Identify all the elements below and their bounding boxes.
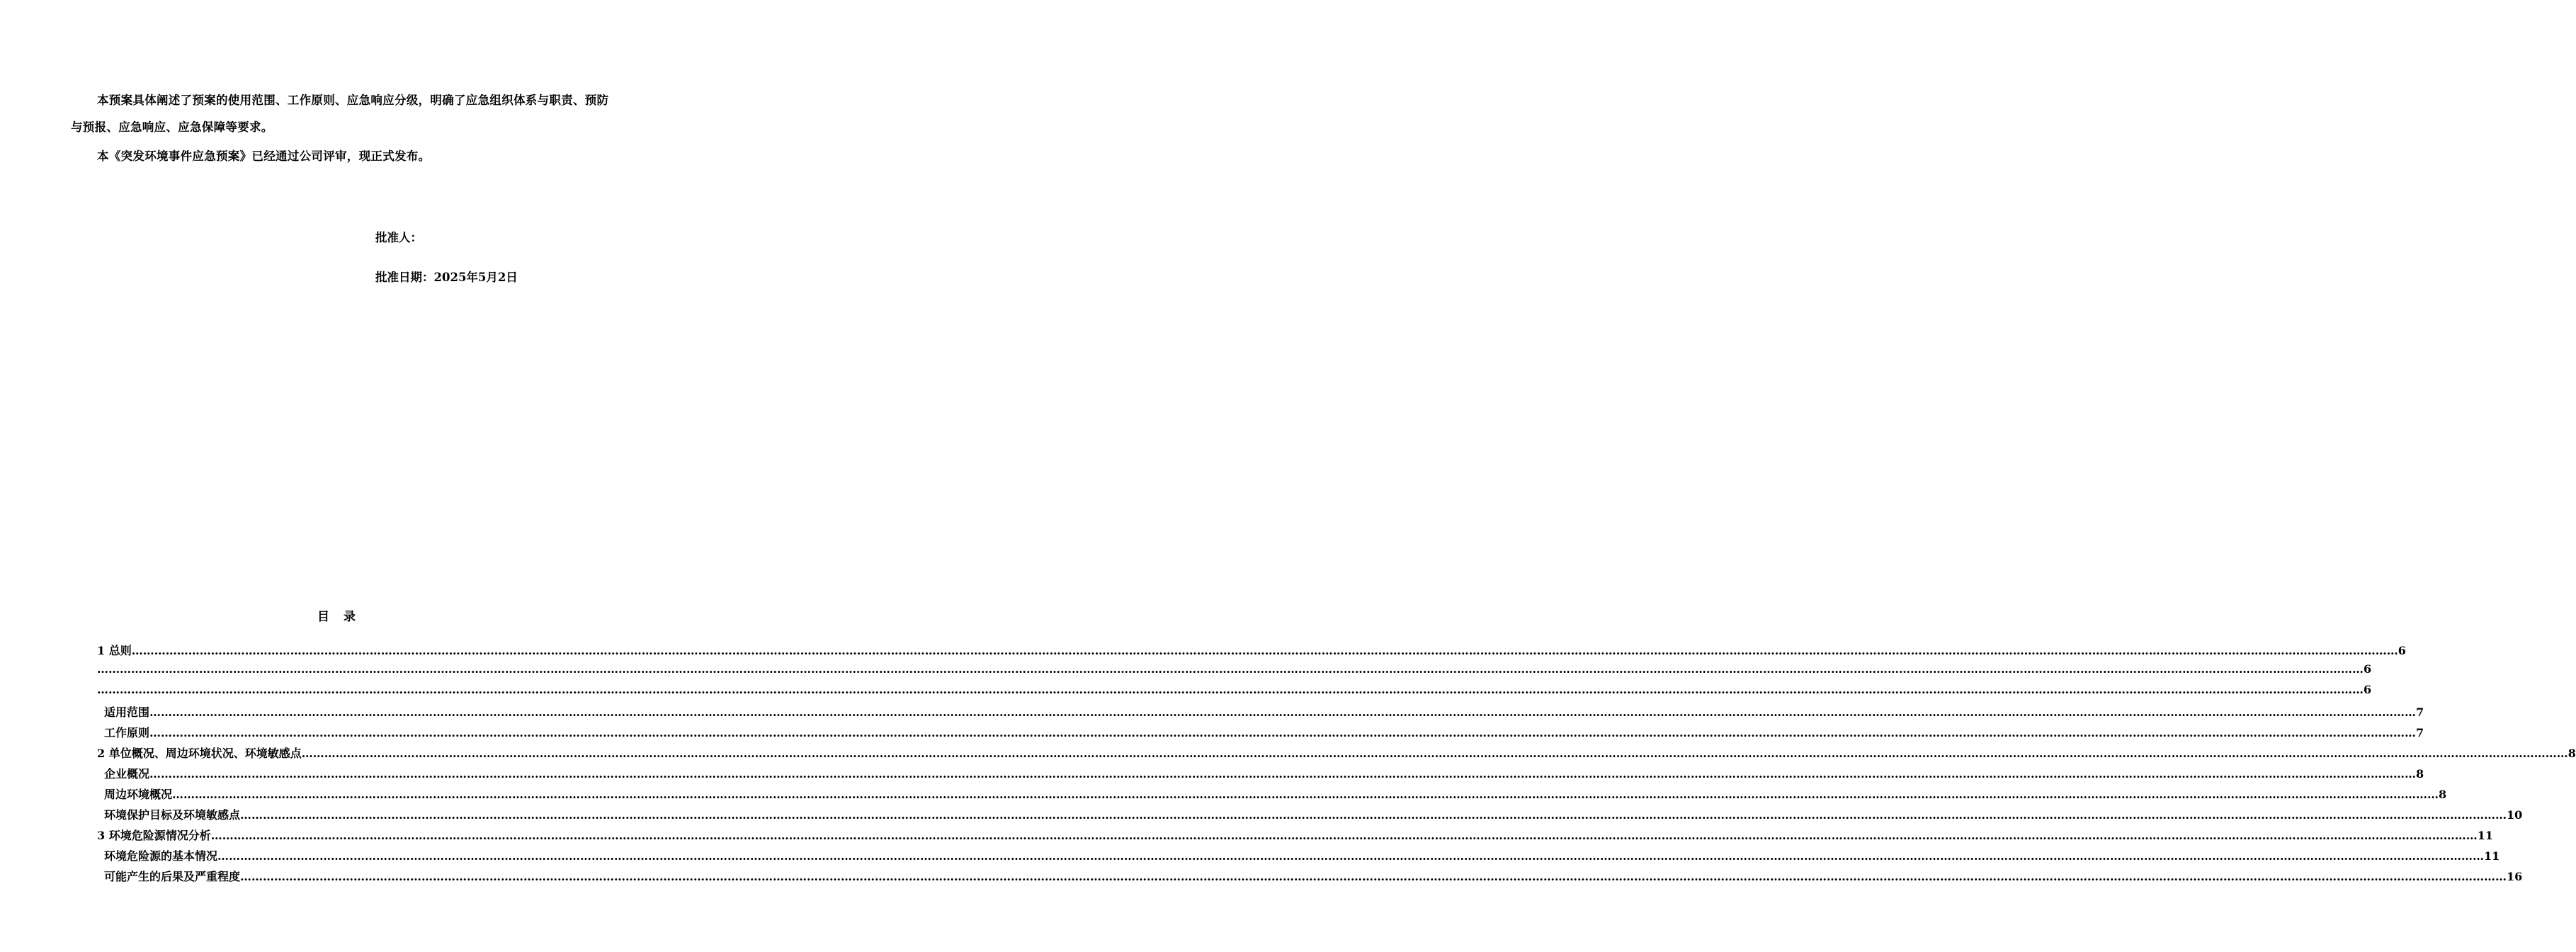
toc-dot-leader: ……………………………………………………………………………………………………………………………………………………………………………………………………………………………………………………………………………………………………………………………………………………………………………………………………………………………………………………………………………………………………………………………………………………	[97, 662, 2364, 676]
toc-entry[interactable]	[97, 806, 2523, 827]
approval-date: 批准日期：2025年5月2日	[375, 271, 518, 284]
toc-entry-label: 环境危险源的基本情况	[104, 849, 218, 863]
toc-dot-leader: ……………………………………………………………………………………………………………………………………………………………………………………………………………………………………………………………………………………………………………………………………………………………………………………………………………………………………………………………………………………………………………………………………………………	[172, 788, 2439, 801]
toc-entry[interactable]	[97, 662, 2372, 683]
intro-paragraph-1: 本预案具体阐述了预案的使用范围、工作原则、应急响应分级，明确了应急组织体系与职责、预防与预报、应急响应、应急保障等要求。	[71, 94, 609, 134]
toc-entry[interactable]	[97, 683, 2372, 703]
toc-title: 目录	[317, 610, 370, 624]
toc-entry-label: 企业概况	[104, 767, 150, 781]
toc-dot-leader: ……………………………………………………………………………………………………………………………………………………………………………………………………………………………………………………………………………………………………………………………………………………………………………………………………………………………………………………………………………………………………………………………………………………	[149, 706, 2417, 719]
intro-paragraph-2: 本《突发环境事件应急预案》已经通过公司评审，现正式发布。	[97, 149, 431, 163]
toc-entry-label: 工作原则	[104, 726, 150, 740]
toc-dot-leader: ……………………………………………………………………………………………………………………………………………………………………………………………………………………………………………………………………………………………………………………………………………………………………………………………………………………………………………………………………………………………………………………………………………………	[301, 747, 2568, 760]
toc-dot-leader: ……………………………………………………………………………………………………………………………………………………………………………………………………………………………………………………………………………………………………………………………………………………………………………………………………………………………………………………………………………………………………………………………………………………	[217, 849, 2485, 863]
toc-dot-leader: ……………………………………………………………………………………………………………………………………………………………………………………………………………………………………………………………………………………………………………………………………………………………………………………………………………………………………………………………………………………………………………………………………………………	[210, 829, 2478, 842]
toc-entry-label: 适用范围	[104, 706, 150, 719]
toc-entry-page: 8	[2568, 747, 2576, 760]
toc-dot-leader: ……………………………………………………………………………………………………………………………………………………………………………………………………………………………………………………………………………………………………………………………………………………………………………………………………………………………………………………………………………………………………………………………………………………	[97, 683, 2364, 696]
approver-label: 批准人：	[375, 231, 422, 244]
toc-entry-page: 11	[2484, 849, 2500, 863]
toc-entry-page: 8	[2439, 788, 2447, 801]
toc-entry-page: 16	[2507, 870, 2523, 883]
toc-entry-page: 8	[2416, 767, 2424, 781]
toc-entry[interactable]	[97, 744, 2576, 765]
toc-entry[interactable]	[97, 765, 2424, 786]
toc-entry-page: 6	[2364, 683, 2372, 696]
toc-entry-label: 环境保护目标及环境敏感点	[104, 808, 241, 822]
toc-dot-leader: ……………………………………………………………………………………………………………………………………………………………………………………………………………………………………………………………………………………………………………………………………………………………………………………………………………………………………………………………………………………………………………………………………………………	[149, 767, 2417, 781]
toc-entry-label: 周边环境概况	[104, 788, 173, 801]
toc-entry-page: 6	[2364, 662, 2372, 676]
toc-entry[interactable]	[97, 703, 2424, 724]
toc-entry-page: 7	[2416, 726, 2424, 740]
toc-dot-leader: ……………………………………………………………………………………………………………………………………………………………………………………………………………………………………………………………………………………………………………………………………………………………………………………………………………………………………………………………………………………………………………………………………………………	[240, 808, 2507, 822]
toc-entry[interactable]	[97, 847, 2500, 868]
toc-entry-label: 1 总则	[97, 644, 132, 657]
toc-dot-leader: ……………………………………………………………………………………………………………………………………………………………………………………………………………………………………………………………………………………………………………………………………………………………………………………………………………………………………………………………………………………………………………………………………………………	[131, 644, 2398, 657]
toc-entry[interactable]	[97, 786, 2447, 806]
toc-entry-page: 6	[2398, 644, 2406, 657]
toc-entry-label: 3 环境危险源情况分析	[97, 829, 211, 842]
toc-entry-label: 可能产生的后果及严重程度	[104, 870, 241, 883]
table-of-contents	[97, 642, 2576, 888]
toc-entry-page: 7	[2416, 706, 2424, 719]
toc-entry-page: 10	[2507, 808, 2523, 822]
toc-entry[interactable]	[97, 868, 2523, 888]
toc-dot-leader: ……………………………………………………………………………………………………………………………………………………………………………………………………………………………………………………………………………………………………………………………………………………………………………………………………………………………………………………………………………………………………………………………………………………	[149, 726, 2417, 740]
toc-entry[interactable]	[97, 827, 2493, 847]
toc-entry[interactable]	[97, 642, 2406, 662]
toc-dot-leader: ……………………………………………………………………………………………………………………………………………………………………………………………………………………………………………………………………………………………………………………………………………………………………………………………………………………………………………………………………………………………………………………………………………………	[240, 870, 2507, 883]
toc-entry-label: 2 单位概况、周边环境状况、环境敏感点	[97, 747, 302, 760]
toc-entry[interactable]	[97, 724, 2424, 744]
toc-entry-page: 11	[2477, 829, 2493, 842]
